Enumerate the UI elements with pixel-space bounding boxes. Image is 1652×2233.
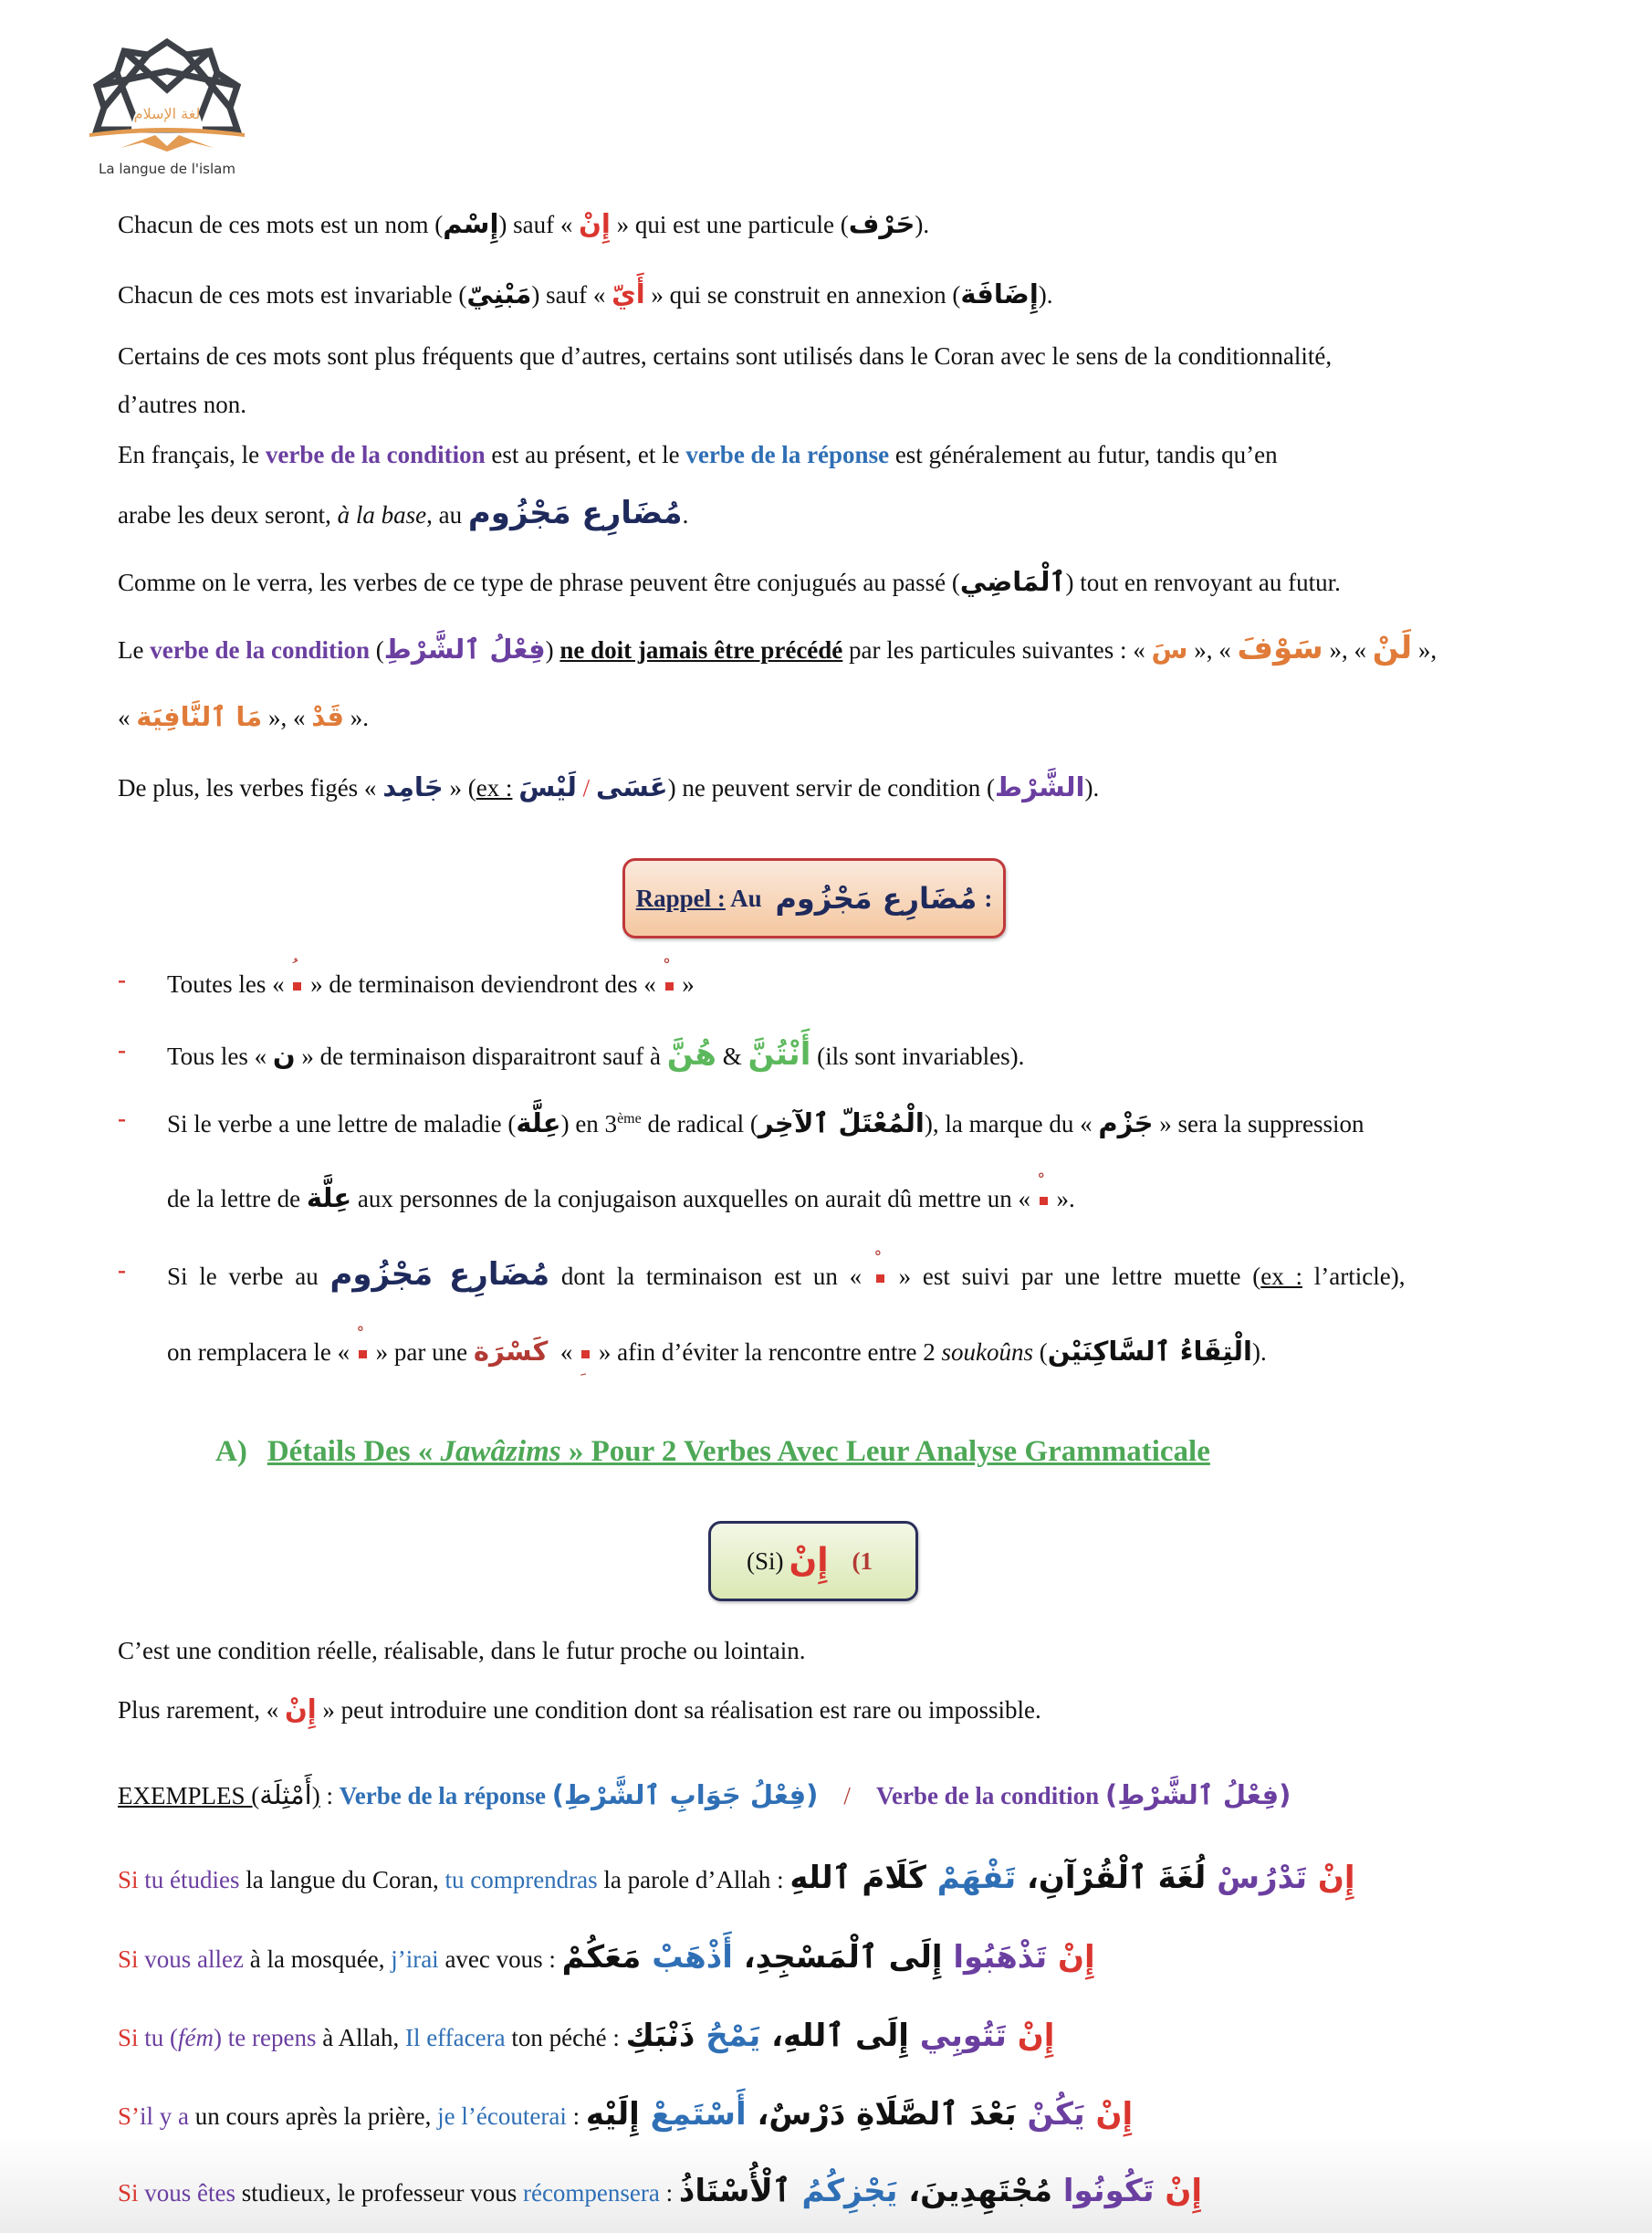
paragraph-frequence-cont: d’autres non.: [118, 391, 246, 418]
site-logo: [84, 35, 250, 177]
list-item-damma-sukun: Toutes les « » de terminaison deviendront des « »: [167, 970, 695, 998]
paragraph-nom-particule: Chacun de ces mots est un nom (إِسْم) sauf « إِنْ » qui est une particule (حَرْف).: [118, 208, 930, 239]
paragraph-particules-interdites: Le verbe de la condition (فِعْلُ ٱلشَّرْطِ) ne doit jamais être précédé par les particules suivantes : « سَ », « سَوْفَ », « لَنْ »,: [118, 630, 1438, 666]
paragraph-francais-arabe: En français, le verbe de la condition est au présent, et le verbe de la réponse est généralement au futur, tandis qu’en: [118, 441, 1278, 468]
letter-placeholder-icon: [665, 982, 674, 991]
example-arabic: إِنْ تَكُونُوا مُجْتَهِدِينَ، يَجْزِكُمُ ٱلْأُسْتَاذُ: [678, 2173, 1203, 2209]
example-row: Si vous allez à la mosquée, j’irai avec vous : إِنْ تَذْهَبُوا إِلَى ٱلْمَسْجِدِ، أَذْهَبْ مَعَكُمْ: [118, 1939, 1095, 1976]
examples-header: EXEMPLES (أَمْثِلَة) : Verbe de la réponse (فِعْلُ جَوَابِ ٱلشَّرْطِ) / Verbe de la condition (فِعْلُ ٱلشَّرْطِ): [118, 1779, 1291, 1810]
example-arabic: إِنْ تَذْهَبُوا إِلَى ٱلْمَسْجِدِ، أَذْهَبْ مَعَكُمْ: [561, 1939, 1095, 1976]
paragraph-condition-reelle: C’est une condition réelle, réalisable, dans le futur proche ou lointain.: [118, 1637, 806, 1664]
paragraph-passe: Comme on le verra, les verbes de ce type de phrase peuvent être conjugués au passé (ٱلْمَاضِي) tout en renvoyant au futur.: [118, 566, 1341, 597]
bullet-dash: -: [118, 1036, 126, 1064]
letter-placeholder-icon: [359, 1350, 367, 1358]
paragraph-verbes-figes: De plus, les verbes figés « جَامِد » (ex : لَيْسَ / عَسَى) ne peuvent servir de condition (الشَّرْط).: [118, 771, 1100, 802]
rappel-label: Rappel :: [635, 884, 726, 912]
bullet-dash: -: [118, 1105, 126, 1132]
rappel-callout-box: Rappel : Au مُضَارِع مَجْزُوم :: [622, 858, 1006, 938]
subsection-box-in: [708, 1521, 918, 1601]
letter-placeholder-icon: [581, 1350, 590, 1358]
paragraph-francais-arabe-cont: arabe les deux seront, à la base, au مُضَارِع مَجْزُوم.: [118, 495, 689, 531]
example-arabic: إِنْ يَكُنْ بَعْدَ ٱلصَّلَاةِ دَرْسٌ، أَسْتَمِعْ إِلَيْهِ: [585, 2096, 1134, 2133]
example-arabic: إِنْ تَتُوبِي إِلَى ٱللهِ، يَمْحُ ذَنْبَكِ: [625, 2018, 1055, 2054]
example-row: Si vous êtes studieux, le professeur vous récompensera : إِنْ تَكُونُوا مُجْتَهِدِينَ، يَجْزِكُمُ ٱلْأُسْتَاذُ: [118, 2173, 1203, 2209]
bullet-dash: -: [118, 966, 126, 993]
example-row: Si tu étudies la langue du Coran, tu comprendras la parole d’Allah : إِنْ تَدْرُسْ لُغَةَ ٱلْقُرْآنِ، تَفْهَمْ كَلَامَ ٱللهِ: [118, 1860, 1355, 1896]
example-row: S’il y a un cours après la prière, je l’écouterai : إِنْ يَكُنْ بَعْدَ ٱلصَّلَاةِ دَرْسٌ، أَسْتَمِعْ إِلَيْهِ: [118, 2096, 1134, 2133]
list-item-noun-disparition: Tous les « ن » de terminaison disparaitront sauf à هُنَّ & أَنْتُنَّ (ils sont invariables).: [167, 1036, 1025, 1073]
rappel-arabic-term: مُضَارِع مَجْزُوم: [775, 881, 978, 916]
list-item-lettre-maladie-cont: de la lettre de عِلَّة aux personnes de la conjugaison auxquelles on aurait dû mettre un « ».: [167, 1182, 1075, 1213]
paragraph-frequence: Certains de ces mots sont plus fréquents que d’autres, certains sont utilisés dans le Coran avec le sens de la conditionnalité,: [118, 342, 1333, 370]
letter-placeholder-icon: [1040, 1197, 1048, 1205]
paragraph-invariable: Chacun de ces mots est invariable (مَبْنِيّ) sauf « أَيّ » qui se construit en annexion (إِضَافَة).: [118, 278, 1053, 309]
list-item-lettre-maladie: Si le verbe a une lettre de maladie (عِلَّة) en 3ème de radical (الْمُعْتَلّ ٱلآخِر), la marque du « جَزْم » sera la suppression: [167, 1107, 1364, 1138]
list-item-lettre-muette-cont: on remplacera le « » par une كَسْرَة « » afin d’éviter la rencontre entre 2 soukoûns (الْتِقَاءُ ٱلسَّاكِنَيْن).: [167, 1336, 1267, 1367]
bullet-dash: -: [118, 1256, 126, 1284]
section-heading-a: A) Détails Des « Jawâzims » Pour 2 Verbes Avec Leur Analyse Grammaticale: [215, 1435, 1210, 1468]
example-arabic: إِنْ تَدْرُسْ لُغَةَ ٱلْقُرْآنِ، تَفْهَمْ كَلَامَ ٱللهِ: [789, 1860, 1355, 1896]
paragraph-particules-interdites-cont: « مَا ٱلنَّافِيَة », « قَدْ ».: [118, 701, 369, 732]
subsection-number: 1): [852, 1547, 873, 1575]
subsection-arabic: إِنْ: [789, 1542, 829, 1579]
example-row: Si tu (fém) te repens à Allah, Il effacera ton péché : إِنْ تَتُوبِي إِلَى ٱللهِ، يَمْحُ ذَنْبَكِ: [118, 2018, 1055, 2054]
logo-caption: La langue de l'islam: [99, 161, 235, 177]
letter-placeholder-icon: [293, 982, 301, 991]
letter-placeholder-icon: [876, 1274, 884, 1283]
svg-text:لغة الإسلام: لغة الإسلام: [133, 105, 201, 122]
paragraph-plus-rarement: Plus rarement, « إِنْ » peut introduire une condition dont sa réalisation est rare ou impossible.: [118, 1693, 1041, 1725]
logo-emblem-icon: [84, 35, 250, 153]
list-item-lettre-muette: Si le verbe au مُضَارِع مَجْزُوم dont la terminaison est un « » est suivi par une lettre muette (ex : l’article),: [167, 1256, 1406, 1293]
subsection-translation: (Si): [746, 1547, 784, 1575]
